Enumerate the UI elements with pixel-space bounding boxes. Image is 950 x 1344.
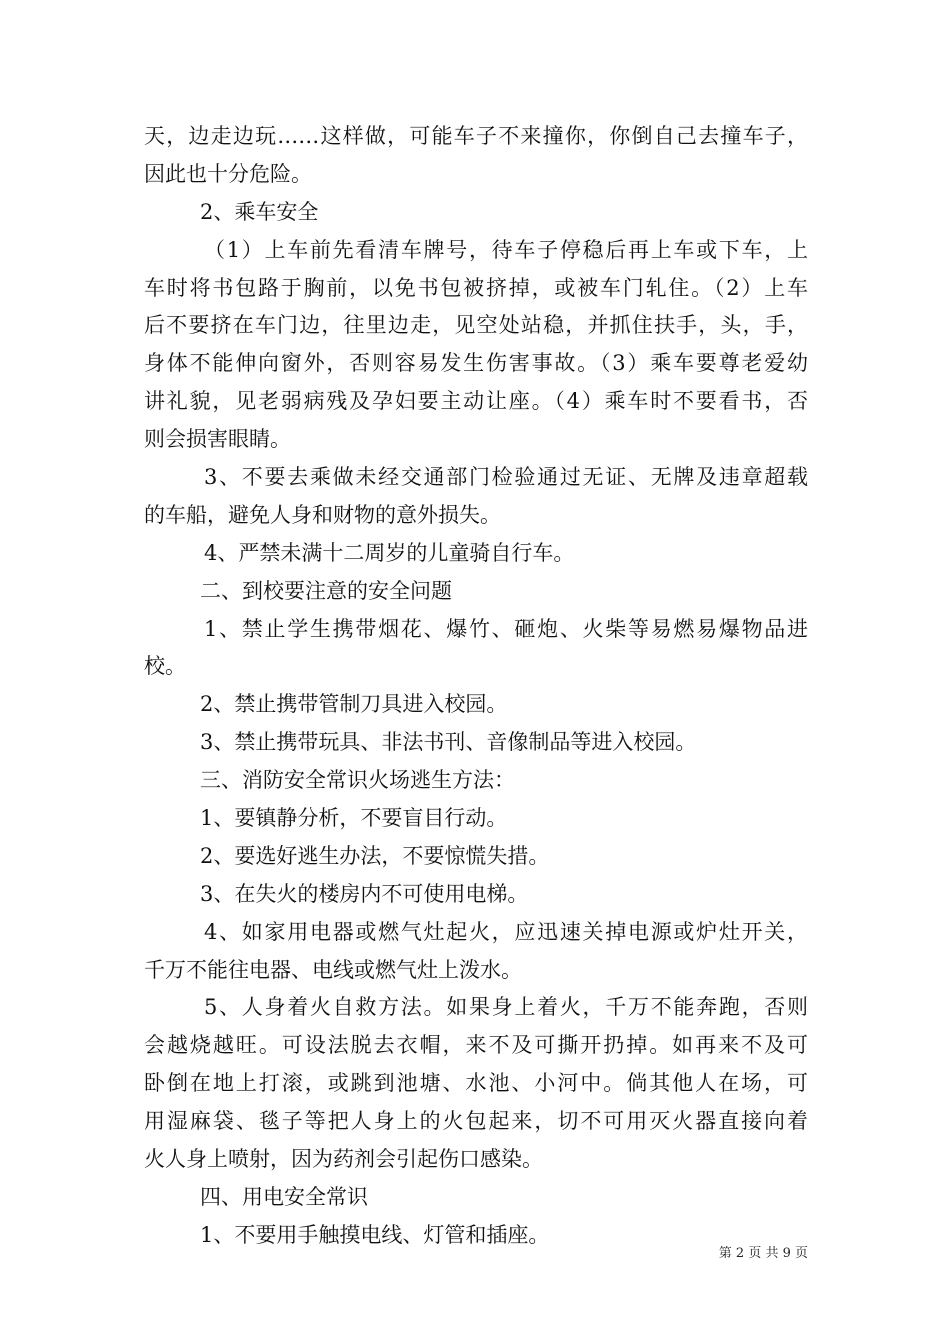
section-heading: 2、乘车安全	[200, 199, 319, 224]
text-line: 1、不要用手触摸电线、灯管和插座。	[200, 1222, 550, 1247]
text-line: 4、严禁未满十二周岁的儿童骑自行车。	[204, 540, 575, 565]
page-number: 第 2 页 共 9 页	[718, 1246, 808, 1261]
text-line: 用湿麻袋、毯子等把人身上的火包起来，切不可用灭火器直接向着	[144, 1109, 808, 1134]
section-heading: 二、到校要注意的安全问题	[200, 578, 452, 603]
text-line: 的车船，避免人身和财物的意外损失。	[144, 502, 501, 527]
text-line: 3、在失火的楼房内不可使用电梯。	[200, 881, 529, 906]
section-heading: 四、用电安全常识	[200, 1184, 368, 1209]
text-line: 3、禁止携带玩具、非法书刊、音像制品等进入校园。	[200, 730, 697, 755]
text-line: 车时将书包路于胸前，以免书包被挤掉，或被车门轧住。（2）上车	[144, 275, 808, 300]
text-line: 1、要镇静分析，不要盲目行动。	[200, 806, 508, 831]
text-line: 3、不要去乘做未经交通部门检验通过无证、无牌及违章超载	[204, 465, 808, 490]
text-line: 身体不能伸向窗外，否则容易发生伤害事故。（3）乘车要尊老爱幼	[144, 351, 808, 376]
text-line: 2、要选好逃生办法，不要惊慌失措。	[200, 843, 550, 868]
text-line: 讲礼貌，见老弱病残及孕妇要主动让座。（4）乘车时不要看书，否	[144, 389, 808, 414]
text-line: 后不要挤在车门边，往里边走，见空处站稳，并抓住扶手，头，手，	[144, 313, 808, 338]
text-line: 千万不能往电器、电线或燃气灶上泼水。	[144, 957, 522, 982]
text-line: 火人身上喷射，因为药剂会引起伤口感染。	[144, 1147, 543, 1172]
text-line: 4、如家用电器或燃气灶起火，应迅速关掉电源或炉灶开关，	[204, 919, 808, 944]
text-line: 2、禁止携带管制刀具进入校园。	[200, 692, 508, 717]
text-line: 则会损害眼睛。	[144, 427, 291, 452]
text-line: 校。	[144, 654, 186, 679]
text-line: （1）上车前先看清车牌号，待车子停稳后再上车或下车，上	[204, 237, 808, 262]
document-body	[144, 118, 808, 1255]
text-line: 1、禁止学生携带烟花、爆竹、砸炮、火柴等易燃易爆物品进	[204, 616, 808, 641]
text-line: 卧倒在地上打滚，或跳到池塘、水池、小河中。倘其他人在场，可	[144, 1071, 808, 1096]
text-line: 因此也十分危险。	[144, 161, 312, 186]
text-line: 5、人身着火自救方法。如果身上着火，千万不能奔跑，否则	[204, 995, 808, 1020]
text-line: 会越烧越旺。可设法脱去衣帽，来不及可撕开扔掉。如再来不及可	[144, 1033, 808, 1058]
section-heading: 三、消防安全常识火场逃生方法：	[200, 768, 515, 793]
text-line: 天，边走边玩……这样做，可能车子不来撞你，你倒自己去撞车子，	[144, 124, 808, 148]
